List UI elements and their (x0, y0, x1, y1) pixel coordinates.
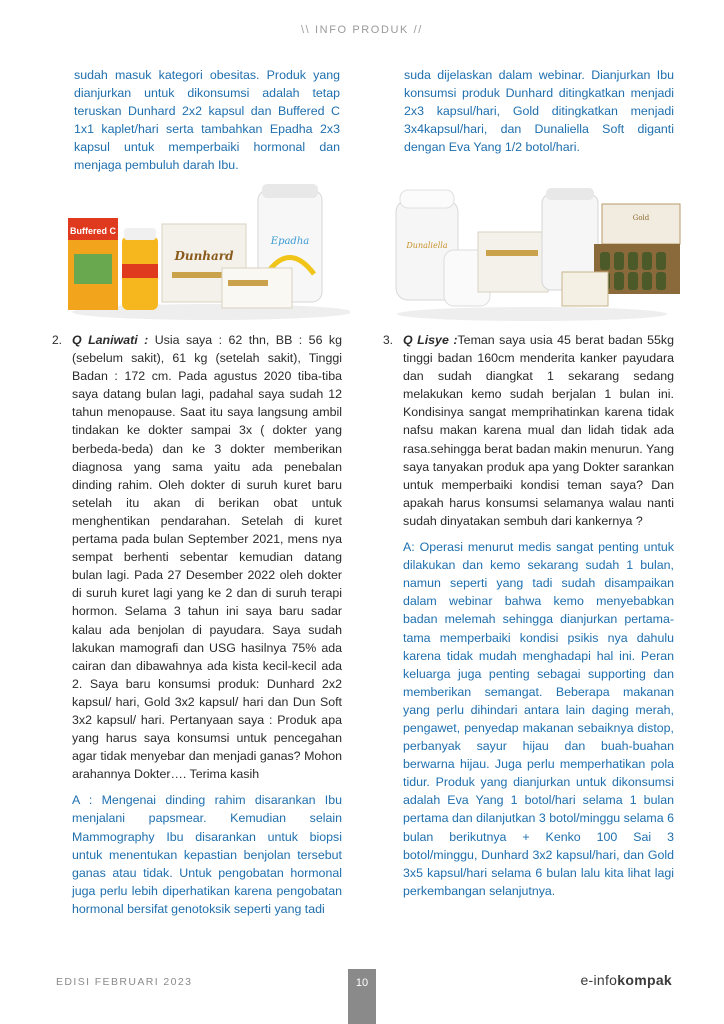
product-photo-left (62, 182, 350, 322)
section-header: \\ INFO PRODUK // (301, 24, 423, 36)
continued-answer-right: suda dijelaskan dalam webinar. Dianjurkan Ibu konsumsi produk Dunhard ditingkatkan menjadi 2x3 kapsul/hari, Gold ditingkatkan menjadi 3x4kapsul/hari, dan Dunaliella Soft diganti dengan Eva Yang 1/2 botol/hari. (404, 68, 674, 155)
asker-name: Q Laniwati : (72, 333, 149, 347)
product-photo-right (392, 180, 682, 324)
qa-item-3 (383, 331, 674, 900)
question-text: Q Lisye :Teman saya usia 45 berat badan 55kg tinggi badan 160cm menderita kanker payudara dan sudah diangkat 1 sekarang sedang melakukan kemo sudah berjalan 1 bulan ini. Kondisinya sangat memprihatinkan karena tidak nafsu makan karena mual dan lidah tidak ada rasa.sehingga berat badan makin menurun. Yang saya tanyakan produk apa yang Dokter sarankan untuk memperbaiki kondisi teman saya? Dan apakah harus konsumsi selamanya walau nanti sudah dinyatakan sembuh dari kankernya ? (403, 333, 674, 528)
qa-item-2 (52, 331, 343, 918)
asker-name: Q Lisye : (403, 333, 458, 347)
question-text: Q Laniwati : Usia saya : 62 thn, BB : 56 kg (sebelum sakit), 61 kg (setelah sakit), Tinggi Badan : 172 cm. Pada agustus 2020 tiba-tiba saya datang bulan lagi, padahal saya sudah 12 tahun menopause. Saat itu saya langsung ambil tindakan ke dokter sampai 3x ( dokter yang berbeda-beda) dan ke 3 dokter memberikan diagnosa yang sama yaitu ada penebalan dinding rahim. Oleh dokter di suruh kuret baru setelah itu akan di berikan obat untuk menghentikan pendarahan. Setelah di kuret pertama pada bulan September 2021, mens nya sempat berhenti sebentar kemudian datang bulan lagi. Pada 27 Desember 2022 oleh dokter di suruh kuret lagi yang ke 2 dan di suruh terapi hormon. Selama 3 tahun ini saya baru sadar kalau ada benjolan di payudara. Saya sudah lakukan mamografi dan USG hasilnya 75% ada cairan dan dibawahnya ada kista kecil-kecil ada 2. Saya baru konsumsi produk: Dunhard 2x2 kapsul/ hari, Gold 3x2 kapsul/ hari dan Dun Soft 3x2 kapsul/ hari. Pertanyaan saya : Produk apa yang harus saya konsumsi untuk pencegahan agar tidak menyebar dan menjadi ganas? Mohon arahannya Dokter…. Terima kasih (72, 333, 343, 782)
dunhard-box-label: Dunhard (174, 249, 234, 263)
qa-number: 2. (52, 333, 63, 347)
continued-answer-left: sudah masuk kategori obesitas. Produk yang dianjurkan untuk dikonsumsi adalah tetap teruskan Dunhard 2x2 kapsul dan Buffered C 1x1 kaplet/hari serta tambahkan Epadha 2x3 kapsul untuk memperbaiki hormonal dan menjaga pembuluh darah Ibu. (74, 68, 340, 173)
buffered-box-label: Buffered C (69, 226, 117, 236)
qa-number: 3. (383, 333, 394, 347)
gold-box-label: Gold (632, 214, 650, 222)
edition-label: EDISI FEBRUARI 2023 (56, 976, 193, 988)
brand-logo: e-infokompak (580, 972, 672, 988)
page-number: 10 (348, 969, 376, 1024)
epadha-bottle-label: Epadha (270, 236, 310, 247)
answer-text: A: Operasi menurut medis sangat penting untuk dilakukan dan kemo sekarang sudah 1 bulan, namun seperti yang tadi sudah disampaikan dalam webinar bahwa kemo menyebabkan badan melemah sehingga dianjurkan pertama-tama memperbaiki kondisi psikis nya dahulu karena tidak mudah menghadapi hal ini. Peran keluarga juga penting sebagai supporting dan memberikan semangat. Beberapa makanan yang perlu dihindari antara lain daging merah, pengawet, penyedap makanan sebaiknya distop, perbanyak sayur hijau dan buah-buahan berwarna hijau. Juga perlu memperhatikan pola tidur. Produk yang dianjurkan untuk dikonsumsi adalah Eva Yang 1 botol/hari selama 1 bulan pertama dan dilanjutkan 3 botol/minggu selama 6 bulan berikutnya + Kenko 100 Sai 3 botol/minggu, Dunhard 3x2 kapsul/hari, dan Gold 3x5 kapsul/hari selama 6 bulan lalu kita lihat lagi perkembangan selanjutnya. (403, 540, 674, 898)
dunaliella-jar-label: Dunaliella (406, 241, 448, 250)
answer-text: A : Mengenai dinding rahim disarankan Ibu menjalani papsmear. Kemudian selain Mammography Ibu disarankan untuk biopsi untuk menentukan kepastian benjolan tersebut ganas atau tidak. Untuk pengobatan hormonal juga perlu lebih diperhatikan karena pengobatan hormonal bersifat genotoksik seperti yang tadi (72, 793, 342, 916)
